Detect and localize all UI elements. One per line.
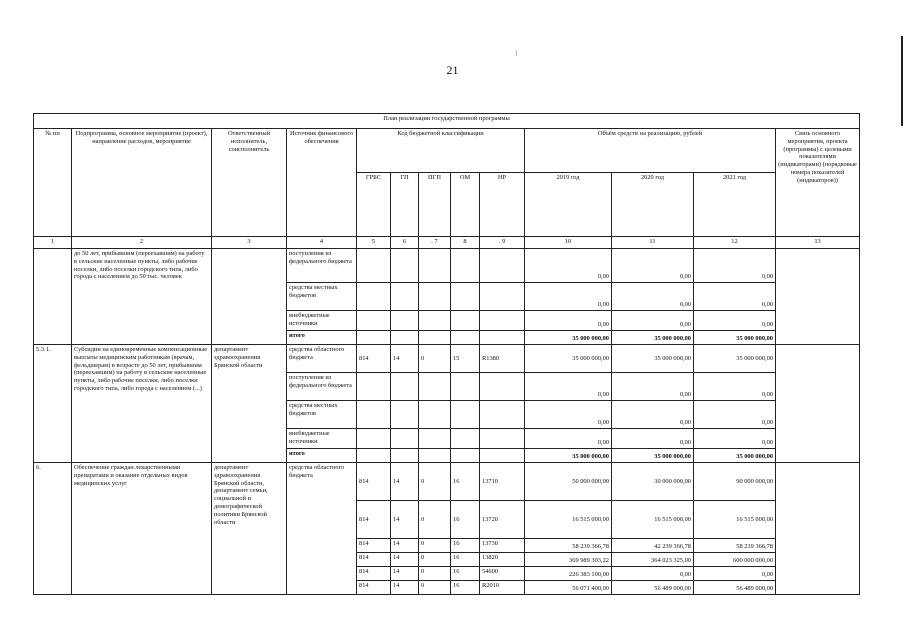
col-number: 5 [357, 237, 391, 249]
code-pgp: 0 [419, 463, 451, 501]
value-2020: 0,00 [612, 429, 694, 449]
header-source: Источник финансового обеспечения [287, 129, 357, 237]
code-gp: 14 [391, 501, 419, 539]
code-grbs: 814 [357, 463, 391, 501]
code-nr: R2010 [480, 581, 525, 595]
value-2021: 58 239 366,78 [694, 539, 776, 553]
header-responsible: Ответственный исполнитель, соисполнитель [212, 129, 287, 237]
measure-name: Обеспечение граждан лекарственными препаратами и оказание отдельных видов медицинских услуг [72, 463, 212, 595]
header-pgp: ПГП [419, 173, 451, 237]
code-nr: 54600 [480, 567, 525, 581]
responsible: департамент здравоохранения Брянской области [212, 345, 287, 463]
header-num: № пп [34, 129, 72, 237]
header-nr: НР [480, 173, 525, 237]
code-grbs: 814 [357, 567, 391, 581]
code-grbs: 814 [357, 501, 391, 539]
value-2020: 364 023 325,00 [612, 553, 694, 567]
col-number: 10 [525, 237, 612, 249]
code-om: 15 [451, 345, 480, 373]
value-2020: 0,00 [612, 311, 694, 331]
col-number: . 7 [419, 237, 451, 249]
responsible [212, 249, 287, 345]
header-link: Связь основного мероприятия, проекта (программы) с целевыми показателями (индикаторами) (порядковые номера показателей (индикаторов)) [776, 129, 860, 237]
value-2021: 0,00 [694, 567, 776, 581]
value-2020: 0,00 [612, 249, 694, 283]
indicator-link [776, 345, 860, 463]
code-gp: 14 [391, 581, 419, 595]
measure-name: до 50 лет, прибывшим (переехавшим) на работу в сельские населенные пункты, либо рабочие поселки, либо поселки городского типа, либо города с населением до 50 тыс. человек [72, 249, 212, 345]
value-2021: 16 515 000,00 [694, 501, 776, 539]
value-2020: 35 000 000,00 [612, 331, 694, 345]
code-gp: 14 [391, 345, 419, 373]
measure-name: Субсидии на единовременные компенсационные выплаты медицинским работникам (врачам, фельдшерам) в возрасте до 50 лет, прибывшим (переехавшим) на работу в сельские населенные пункты, либо рабочие поселки, либо поселки городского типа, либо города с населением (...) [72, 345, 212, 463]
value-2021: 35 000 000,00 [694, 331, 776, 345]
code-grbs: 814 [357, 581, 391, 595]
header-2021: 2021 год [694, 173, 776, 237]
header-gp: ГП [391, 173, 419, 237]
source: итого [287, 331, 357, 345]
code-nr: 13820 [480, 553, 525, 567]
code-pgp: 0 [419, 539, 451, 553]
code-gp: 14 [391, 463, 419, 501]
table-caption: План реализации государственной программы [34, 114, 860, 129]
source: итого [287, 449, 357, 463]
value-2019: 0,00 [525, 249, 612, 283]
value-2019: 0,00 [525, 373, 612, 401]
value-2020: 56 489 000,00 [612, 581, 694, 595]
value-2019: 0,00 [525, 311, 612, 331]
row-num: 5.3.1. [34, 345, 72, 463]
value-2021: 56 489 000,00 [694, 581, 776, 595]
code-grbs: 814 [357, 539, 391, 553]
value-2020: 42 239 366,78 [612, 539, 694, 553]
header-om: ОМ [451, 173, 480, 237]
col-number: 3 [212, 237, 287, 249]
header-2019: 2019 год [525, 173, 612, 237]
header-grbs: ГРБС [357, 173, 391, 237]
code-om: 16 [451, 581, 480, 595]
table-row [34, 249, 860, 283]
code-nr: 13710 [480, 463, 525, 501]
header-subprogram: Подпрограмма, основное мероприятие (проект), направление расходов, мероприятие [72, 129, 212, 237]
row-num: 6. [34, 463, 72, 595]
value-2021: 0,00 [694, 401, 776, 429]
source: средства областного бюджета [287, 345, 357, 373]
col-number: 4 [287, 237, 357, 249]
value-2020: 35 000 000,00 [612, 345, 694, 373]
col-number: 1 [34, 237, 72, 249]
header-volume: Объём средств на реализацию, рублей [525, 129, 776, 173]
header-2020: 2020 год [612, 173, 694, 237]
table-row [34, 345, 860, 373]
col-number: 6 [391, 237, 419, 249]
value-2020: 0,00 [612, 283, 694, 311]
value-2020: 0,00 [612, 373, 694, 401]
value-2020: 35 000 000,00 [612, 449, 694, 463]
value-2019: 56 071 400,00 [525, 581, 612, 595]
code-pgp: 0 [419, 567, 451, 581]
source: внебюджетные источники [287, 429, 357, 449]
row-num [34, 249, 72, 345]
value-2020: 0,00 [612, 567, 694, 581]
code-om: 16 [451, 553, 480, 567]
col-number: 12 [694, 237, 776, 249]
table-row [34, 463, 860, 501]
page-number: 21 [446, 63, 459, 77]
col-number: 13 [776, 237, 860, 249]
value-2019: 369 989 303,22 [525, 553, 612, 567]
code-gp: 14 [391, 539, 419, 553]
code-gp: 14 [391, 553, 419, 567]
value-2019: 58 239 366,78 [525, 539, 612, 553]
program-plan-table [33, 113, 860, 595]
value-2019: 50 000 000,00 [525, 463, 612, 501]
value-2019: 35 000 000,00 [525, 449, 612, 463]
scan-edge-bar [901, 36, 903, 126]
col-number: 8 [451, 237, 480, 249]
code-nr: 13730 [480, 539, 525, 553]
value-2021: 0,00 [694, 283, 776, 311]
value-2021: 0,00 [694, 311, 776, 331]
source: средства областного бюджета [287, 463, 357, 595]
col-number: 11 [612, 237, 694, 249]
value-2019: 0,00 [525, 401, 612, 429]
value-2021: 90 000 000,00 [694, 463, 776, 501]
value-2020: 16 515 000,00 [612, 501, 694, 539]
code-nr: 13720 [480, 501, 525, 539]
source: внебюджетные источники [287, 311, 357, 331]
value-2021: 35 000 000,00 [694, 449, 776, 463]
value-2021: 600 000 000,00 [694, 553, 776, 567]
code-pgp: 0 [419, 501, 451, 539]
value-2019: 0,00 [525, 283, 612, 311]
source: поступления из федерального бюджета [287, 249, 357, 283]
value-2019: 226 383 100,00 [525, 567, 612, 581]
value-2021: 0,00 [694, 249, 776, 283]
value-2021: 0,00 [694, 373, 776, 401]
source: средства местных бюджетов [287, 283, 357, 311]
code-pgp: 0 [419, 553, 451, 567]
code-om: 16 [451, 567, 480, 581]
code-grbs: 814 [357, 553, 391, 567]
code-om: 16 [451, 539, 480, 553]
column-number-row [34, 237, 860, 249]
value-2019: 35 000 000,00 [525, 331, 612, 345]
code-pgp: 0 [419, 345, 451, 373]
col-number: 2 [72, 237, 212, 249]
value-2021: 35 000 000,00 [694, 345, 776, 373]
code-gp: 14 [391, 567, 419, 581]
value-2020: 30 000 000,00 [612, 463, 694, 501]
value-2019: 0,00 [525, 429, 612, 449]
col-number: . 9 [480, 237, 525, 249]
code-om: 16 [451, 501, 480, 539]
value-2021: 0,00 [694, 429, 776, 449]
source: средства местных бюджетов [287, 401, 357, 429]
code-om: 16 [451, 463, 480, 501]
code-nr: R1380 [480, 345, 525, 373]
value-2020: 0,00 [612, 401, 694, 429]
indicator-link [776, 463, 860, 595]
code-pgp: 0 [419, 581, 451, 595]
responsible: департамент здравоохранения Брянской области, департамент семьи, социальной и демографической политики Брянской области [212, 463, 287, 595]
value-2019: 35 000 000,00 [525, 345, 612, 373]
source: поступления из федерального бюджета [287, 373, 357, 401]
value-2019: 16 515 000,00 [525, 501, 612, 539]
header-budget-code: Код бюджетной классификации [357, 129, 525, 173]
scan-mark [516, 50, 517, 56]
code-grbs: 814 [357, 345, 391, 373]
indicator-link [776, 249, 860, 345]
